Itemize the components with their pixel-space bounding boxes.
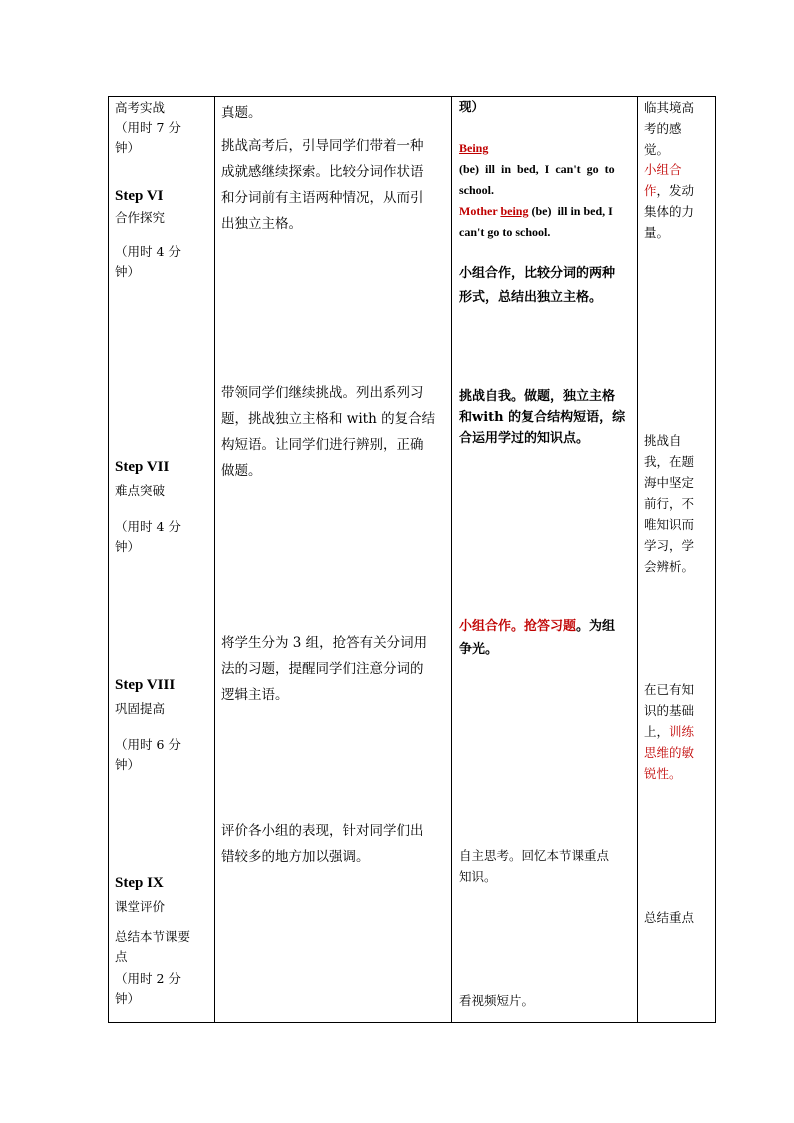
example-line: can't go to school. bbox=[459, 225, 551, 239]
student-text: 小组合作，比较分词的两种 bbox=[459, 266, 616, 281]
example-sentence-1 bbox=[459, 138, 631, 243]
being-word-2: being bbox=[500, 204, 529, 218]
teacher-para-0 bbox=[221, 100, 449, 126]
intent-text: 海中坚定 bbox=[644, 475, 695, 490]
student-text: 挑战自我。做题，独立主格 bbox=[459, 389, 616, 404]
intent-text: 小组合 bbox=[644, 162, 682, 177]
intent-red: 训练 bbox=[669, 724, 695, 739]
teacher-text: 错较多的地方加以强调。 bbox=[221, 849, 370, 865]
step-ix-title: 课堂评价 bbox=[115, 899, 166, 914]
intent-text: 前行，不 bbox=[644, 496, 695, 511]
teacher-text: 逻辑主语。 bbox=[221, 687, 289, 703]
student-text bbox=[459, 615, 635, 638]
student-group-5 bbox=[459, 990, 635, 1011]
intent-text: 考的感 bbox=[644, 121, 682, 136]
step-ix-summary-end: 点 bbox=[115, 949, 128, 964]
gaokao-label: 高考实战 bbox=[115, 100, 166, 115]
intent-tail: ，发动 bbox=[656, 183, 695, 198]
teacher-text: 将学生分为 3 组，抢答有关分词用 bbox=[221, 635, 428, 651]
step-viii-time: （用时 6 分 bbox=[115, 737, 181, 752]
step-viii-time-end: 钟） bbox=[115, 757, 141, 772]
intent-text: 挑战自 bbox=[644, 433, 682, 448]
intent-e bbox=[644, 907, 714, 928]
mother-word: Mother bbox=[459, 204, 498, 218]
table-divider-2 bbox=[451, 96, 452, 1023]
intent-text: 觉。 bbox=[644, 142, 670, 157]
teacher-text: 评价各小组的表现，针对同学们出 bbox=[221, 823, 424, 839]
intent-text: 临其境高 bbox=[644, 100, 695, 115]
intent-text: 思维的敏 bbox=[644, 745, 695, 760]
intent-text: 量。 bbox=[644, 225, 670, 240]
step-viii-title: 巩固提高 bbox=[115, 701, 166, 716]
intent-text: 集体的力 bbox=[644, 204, 695, 219]
teacher-text: 构短语。让同学们进行辨别，正确 bbox=[221, 437, 424, 453]
teacher-text: 出独立主格。 bbox=[221, 216, 302, 232]
example-line bbox=[459, 201, 631, 222]
intent-a bbox=[644, 97, 714, 160]
teacher-text: 和分词前有主语两种情况，从而引 bbox=[221, 190, 424, 206]
student-text: 争光。 bbox=[459, 642, 499, 657]
intent-text: 总结重点 bbox=[644, 910, 695, 925]
step-column bbox=[115, 98, 211, 158]
step-ix-time: （用时 2 分 bbox=[115, 971, 181, 986]
teacher-para-1 bbox=[221, 133, 449, 237]
student-text: 看视频短片。 bbox=[459, 993, 535, 1008]
step-vii bbox=[115, 457, 211, 557]
step-vi-time-end: 钟） bbox=[115, 264, 141, 279]
intent-head: 上， bbox=[644, 724, 670, 739]
student-group-3 bbox=[459, 615, 635, 661]
example-line: school. bbox=[459, 183, 495, 197]
step-vi-time: （用时 4 分 bbox=[115, 244, 181, 259]
step-viii bbox=[115, 675, 211, 775]
example-line: (be) ill in bed, I can't go to bbox=[459, 162, 615, 176]
red-highlight: 小组合作。抢答习题 bbox=[459, 619, 577, 634]
student-top-text bbox=[459, 97, 635, 117]
table-border-right bbox=[715, 96, 716, 1023]
student-text: 形式，总结出独立主格。 bbox=[459, 290, 603, 305]
teacher-text: 题，挑战独立主格和 with 的复合结 bbox=[221, 411, 436, 427]
intent-text: 我，在题 bbox=[644, 454, 695, 469]
intent-text: 学习，学 bbox=[644, 538, 695, 553]
student-text: 合运用学过的知识点。 bbox=[459, 431, 590, 446]
step-vi-title: 合作探究 bbox=[115, 210, 166, 225]
intent-c bbox=[644, 430, 714, 577]
step-ix-summary: 总结本节课要 bbox=[115, 929, 191, 944]
teacher-para-4 bbox=[221, 818, 449, 870]
student-group-4 bbox=[459, 845, 635, 887]
intent-red: 作 bbox=[644, 183, 657, 198]
intent-text: 识的基础 bbox=[644, 703, 695, 718]
teacher-text: 法的习题，提醒同学们注意分词的 bbox=[221, 661, 424, 677]
intent-text bbox=[644, 180, 714, 201]
step-viii-heading: Step VIII bbox=[115, 677, 176, 693]
step-vi bbox=[115, 186, 211, 282]
gaokao-time: （用时 7 分 bbox=[115, 120, 181, 135]
intent-text: 唯知识而 bbox=[644, 517, 695, 532]
intent-text: 会辨析。 bbox=[644, 559, 695, 574]
intent-text bbox=[644, 721, 714, 742]
teacher-text: 成就感继续探索。比较分词作状语 bbox=[221, 164, 424, 180]
table-border-bottom bbox=[108, 1022, 716, 1023]
step-vii-time: （用时 4 分 bbox=[115, 519, 181, 534]
table-divider-1 bbox=[214, 96, 215, 1023]
student-group-1 bbox=[459, 262, 635, 310]
intent-text: 在已有知 bbox=[644, 682, 695, 697]
step-vii-heading: Step VII bbox=[115, 459, 170, 475]
being-word: Being bbox=[459, 141, 489, 155]
student-text: 知识。 bbox=[459, 869, 497, 884]
teacher-text: 带领同学们继续挑战。列出系列习 bbox=[221, 385, 424, 401]
teacher-text: 做题。 bbox=[221, 463, 262, 479]
student-text: 现） bbox=[459, 99, 485, 114]
student-text: 自主思考。回忆本节课重点 bbox=[459, 848, 610, 863]
step-vi-heading: Step VI bbox=[115, 188, 164, 204]
table-divider-3 bbox=[637, 96, 638, 1023]
step-ix-heading: Step IX bbox=[115, 875, 164, 891]
step-ix-time-end: 钟） bbox=[115, 991, 141, 1006]
intent-text: 锐性。 bbox=[644, 766, 682, 781]
intent-b bbox=[644, 159, 714, 243]
teacher-para-2 bbox=[221, 380, 449, 484]
gaokao-time-end: 钟） bbox=[115, 140, 141, 155]
student-text: 和with 的复合结构短语，综 bbox=[459, 410, 626, 425]
intent-d bbox=[644, 679, 714, 784]
step-vii-time-end: 钟） bbox=[115, 539, 141, 554]
table-border-left bbox=[108, 96, 109, 1023]
student-group-2 bbox=[459, 386, 635, 449]
student-text-tail: 。为组 bbox=[576, 619, 616, 634]
example-rest: (be) ill in bed, I bbox=[531, 204, 613, 218]
step-ix bbox=[115, 873, 211, 1009]
teacher-para-3 bbox=[221, 630, 449, 708]
teacher-text: 真题。 bbox=[221, 105, 262, 121]
teacher-text: 挑战高考后，引导同学们带着一种 bbox=[221, 138, 424, 154]
step-vii-title: 难点突破 bbox=[115, 483, 166, 498]
